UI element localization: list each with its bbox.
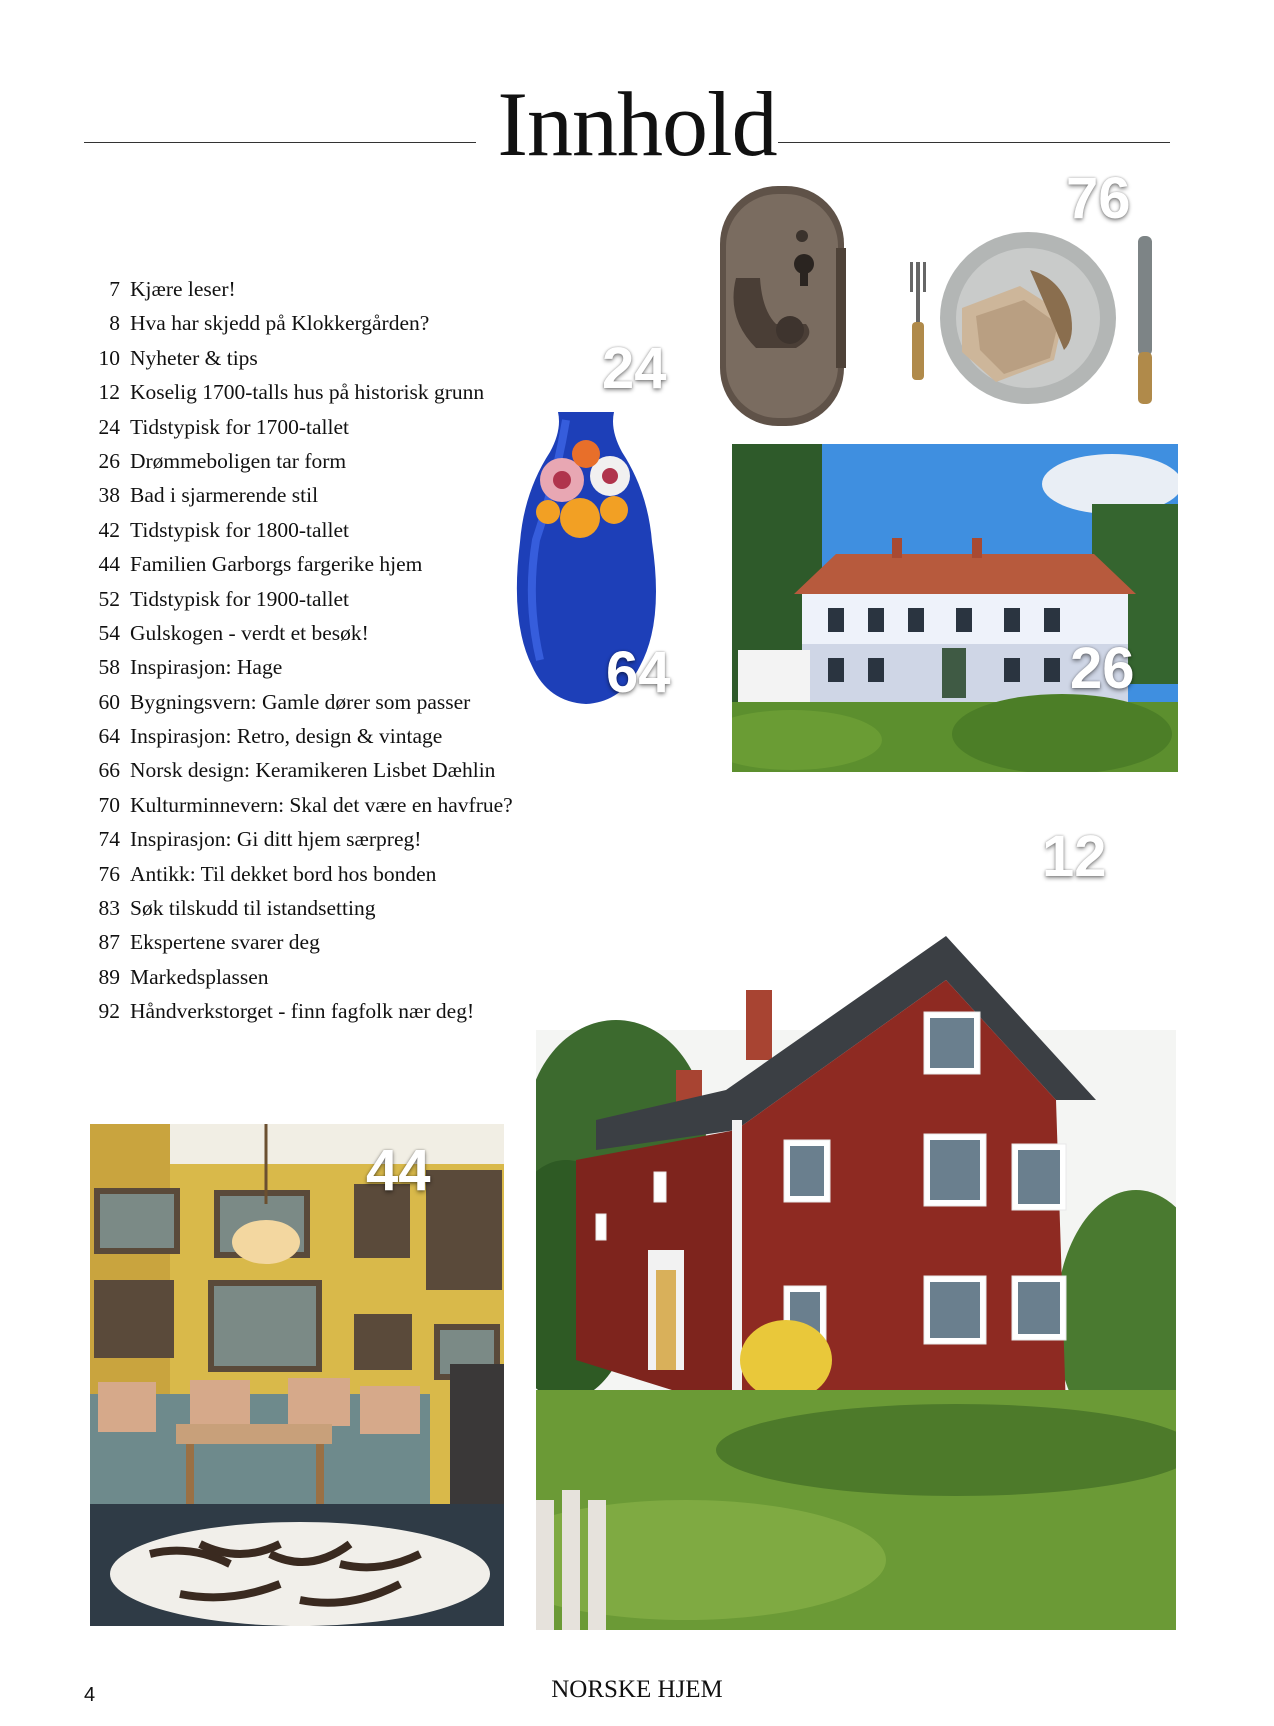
toc-entry-title: Gulskogen - verdt et besøk! bbox=[130, 620, 369, 645]
photo-pewter-plate bbox=[906, 222, 1170, 412]
toc-entry bbox=[80, 891, 513, 925]
toc-entry-title: Bygningsvern: Gamle dører som passer bbox=[130, 689, 471, 714]
toc-page-number: 74 bbox=[98, 827, 120, 852]
toc-page-number: 92 bbox=[98, 999, 120, 1024]
photo-living-room bbox=[90, 1124, 504, 1626]
toc-entry-title: Søk tilskudd til istandsetting bbox=[130, 896, 376, 921]
toc-entry-title: Kulturminnevern: Skal det være en havfrue? bbox=[130, 792, 513, 817]
living-room-illustration bbox=[90, 1124, 504, 1626]
door-lock-illustration bbox=[706, 178, 856, 434]
toc-entry-title: Antikk: Til dekket bord hos bonden bbox=[130, 861, 437, 886]
toc-entry bbox=[80, 375, 513, 409]
toc-entry bbox=[80, 410, 513, 444]
toc-page-number: 42 bbox=[98, 517, 120, 542]
toc-entry-title: Bad i sjarmerende stil bbox=[130, 483, 319, 508]
toc-entry bbox=[80, 822, 513, 856]
magazine-masthead: NORSKE HJEM bbox=[551, 1676, 723, 1703]
photo-label-24: 24 bbox=[602, 336, 667, 401]
toc-page-number: 44 bbox=[98, 552, 120, 577]
photo-label-44: 44 bbox=[366, 1138, 431, 1203]
toc-page-number: 26 bbox=[98, 448, 120, 473]
toc-entry-title: Tidstypisk for 1700-tallet bbox=[130, 414, 349, 439]
toc-entry-title: Drømmeboligen tar form bbox=[130, 448, 347, 473]
toc-page-number: 64 bbox=[98, 724, 120, 749]
toc-page-number: 70 bbox=[98, 792, 120, 817]
toc-entry-title: Inspirasjon: Gi ditt hjem særpreg! bbox=[130, 827, 422, 852]
toc-page-number: 38 bbox=[98, 483, 120, 508]
toc-page-number: 60 bbox=[98, 689, 120, 714]
toc-entry bbox=[80, 513, 513, 547]
photo-white-manor-house bbox=[732, 444, 1178, 772]
toc-page-number: 58 bbox=[98, 655, 120, 680]
toc-entry bbox=[80, 925, 513, 959]
red-house-illustration bbox=[536, 800, 1176, 1630]
photo-label-12: 12 bbox=[1042, 824, 1107, 889]
toc-entry bbox=[80, 719, 513, 753]
toc-entry bbox=[80, 272, 513, 306]
toc-entry bbox=[80, 547, 513, 581]
toc-entry-title: Koselig 1700-talls hus på historisk grunn bbox=[130, 380, 485, 405]
toc-entry-title: Hva har skjedd på Klokkergården? bbox=[130, 311, 430, 336]
table-of-contents bbox=[80, 272, 513, 1029]
photo-label-26: 26 bbox=[1070, 636, 1135, 701]
photo-label-64: 64 bbox=[606, 640, 671, 705]
page-number: 4 bbox=[84, 1684, 96, 1706]
toc-page-number: 76 bbox=[98, 861, 120, 886]
plate-illustration bbox=[906, 222, 1170, 412]
toc-entry bbox=[80, 960, 513, 994]
toc-page-number: 24 bbox=[98, 414, 120, 439]
toc-entry-title: Ekspertene svarer deg bbox=[130, 930, 320, 955]
toc-entry bbox=[80, 306, 513, 340]
toc-entry bbox=[80, 444, 513, 478]
toc-page-number: 10 bbox=[98, 345, 120, 370]
toc-entry bbox=[80, 994, 513, 1028]
toc-entry-title: Norsk design: Keramikeren Lisbet Dæhlin bbox=[130, 758, 496, 783]
toc-entry bbox=[80, 341, 513, 375]
toc-page-number: 54 bbox=[98, 620, 120, 645]
toc-page-number: 66 bbox=[98, 758, 120, 783]
toc-entry bbox=[80, 788, 513, 822]
page-title: Innhold bbox=[497, 73, 777, 175]
photo-label-76: 76 bbox=[1066, 166, 1131, 231]
toc-page-number: 87 bbox=[98, 930, 120, 955]
toc-entry-title: Inspirasjon: Retro, design & vintage bbox=[130, 724, 443, 749]
toc-entry-title: Familien Garborgs fargerike hjem bbox=[130, 552, 423, 577]
toc-entry-title: Inspirasjon: Hage bbox=[130, 655, 283, 680]
toc-page-number: 7 bbox=[109, 277, 120, 301]
toc-page-number: 8 bbox=[109, 311, 120, 336]
toc-page-number: 12 bbox=[98, 380, 120, 405]
toc-entry bbox=[80, 753, 513, 787]
toc-entry bbox=[80, 582, 513, 616]
toc-entry-title: Kjære leser! bbox=[130, 277, 236, 301]
toc-page-number: 52 bbox=[98, 586, 120, 611]
photo-red-farmhouse bbox=[536, 800, 1176, 1630]
toc-entry-title: Tidstypisk for 1800-tallet bbox=[130, 517, 349, 542]
toc-entry-title: Nyheter & tips bbox=[130, 345, 258, 370]
toc-entry bbox=[80, 857, 513, 891]
toc-entry-title: Håndverkstorget - finn fagfolk nær deg! bbox=[130, 999, 475, 1024]
toc-entry-title: Tidstypisk for 1900-tallet bbox=[130, 586, 349, 611]
toc-entry bbox=[80, 478, 513, 512]
photo-door-lock bbox=[706, 178, 856, 434]
toc-entry bbox=[80, 650, 513, 684]
toc-entry-title: Markedsplassen bbox=[130, 964, 269, 989]
white-house-illustration bbox=[732, 444, 1178, 772]
toc-entry bbox=[80, 616, 513, 650]
toc-page-number: 83 bbox=[98, 896, 120, 921]
toc-page-number: 89 bbox=[98, 964, 120, 989]
toc-entry bbox=[80, 685, 513, 719]
